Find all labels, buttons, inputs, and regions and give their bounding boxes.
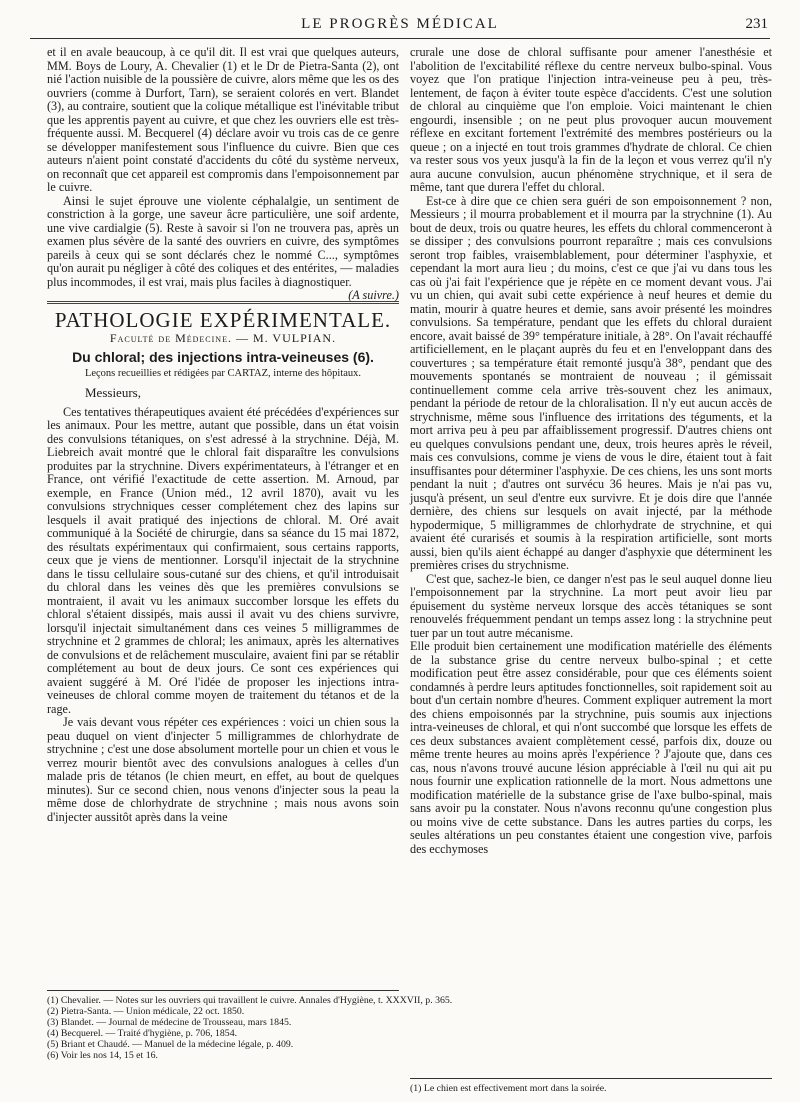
left-column (47, 46, 399, 824)
footnote: (3) Blandet. — Journal de médecine de Trousseau, mars 1845. (47, 1017, 292, 1028)
continuation-note: (A suivre.) (348, 288, 399, 302)
paragraph: crurale une dose de chloral suffisante pour amener l'anesthésie et l'abolition de l'excitabilité réflexe du centre nerveux bulbo-spinal. Vous voyez que l'on pratique l'injection intra-veineuse peu à peu, très-lentement, de façon à éviter toute espèce d'accidents. C'est une solution de chloral au cinquième que l'on emploie. Voici maintenant le chien engourdi, insensible ; on ne peut plus provoquer aucun mouvement réflexe en excitant fortement l'extrémité des membres postérieurs ou la queue ; on a injecté en tout trois grammes d'hydrate de chloral. Ce chien va rester sous vos yeux jusqu'à la fin de la leçon et vous verrez qu'il n'y aura aucune convulsion, aucun phénomène strychnique, et il sera de même, tant que durera l'effet du chloral. (410, 45, 772, 194)
footnote: (1) Chevalier. — Notes sur les ouvriers qui travaillent le cuivre. Annales d'Hygiène, t. XXXVII, p. 365. (47, 995, 453, 1006)
right-column (410, 46, 772, 856)
faculty-line: Faculté de Médecine. — M. VULPIAN. (109, 330, 337, 345)
lecture-credit: Leçons recueillies et rédigées par CARTAZ, interne des hôpitaux. (84, 367, 362, 379)
paragraph: et il en avale beaucoup, à ce qu'il dit. Il est vrai que quelques auteurs, MM. Boys de Loury, A. Chevalier (1) et le Dr de Pietra-Santa (2), ont nié l'action nuisible de la poussière de cuivre, alors même que les os des ouvriers (comme à Durfort, Tarn), se seraient colorés en vert. Blandet (3), au contraire, soutient que la colique métallique est l'inévitable tribut que les apprentis payent au cuivre, et que chez les ouvriers elle est très-fréquente aussi. M. Becquerel (4) déclare avoir vu trois cas de ce genre se développer manifestement sous l'influence du cuivre. Bien que ces auteurs n'aient point constaté d'accidents du côté du système nerveux, on reconnaît que cet appareil est compromis dans l'empoisonnement par le cuivre. (47, 45, 399, 194)
footnote: (6) Voir les nos 14, 15 et 16. (47, 1050, 158, 1061)
paragraph: C'est que, sachez-le bien, ce danger n'est pas le seul auquel donne lieu l'empoisonnement par la strychnine. La mort peut avoir lieu par épuisement du système nerveux lorsque des accès tétaniques se sont renouvelés fréquemment pendant un temps assez long : la strychnine peut tuer par un tout autre mécanisme. (410, 571, 772, 640)
right-footnotes (410, 1078, 772, 1094)
section-heading: PATHOLOGIE EXPÉRIMENTALE. (47, 301, 399, 328)
footnote: (4) Becquerel. — Traité d'hygiène, p. 706, 1854. (47, 1028, 238, 1039)
page-number: 231 (745, 16, 768, 32)
running-header (30, 14, 770, 39)
footnote: (2) Pietra-Santa. — Union médicale, 22 oct. 1850. (47, 1006, 245, 1017)
paragraph: Elle produit bien certainement une modification matérielle des éléments de la substance grise du centre nerveux bulbo-spinal ; et cette modification peut être assez considérable, pour que ces éléments soient condamnés à perdre leurs aptitudes fonctionnelles, soit rapidement soit au bout d'un certain nombre d'heures. Comment expliquer autrement la mort des chiens empoisonnés par la strychnine, puis soumis aux injections intra-veineuses de chloral, et qui n'ont succombé que lorsque les effets de ces deux substances avaient complètement cessé, parfois dix, douze ou même trente heures au moins après l'expérience ? J'ajoute que, dans ces cas, nous n'avons trouvé aucune lésion appréciable à l'œil nu qui ait pu nous fournir une explication rationnelle de la mort. Nous admettons une modification matérielle de la substance grise de l'axe bulbo-spinal, mais sans avoir pu la constater. Nous n'avons reconnu qu'une congestion plus ou moins vive de cette substance. Dans les autres parties du corps, les seules altérations un peu constantes étaient une congestion vive, parfois des ecchymoses (410, 639, 772, 856)
paragraph (47, 193, 399, 302)
salutation: Messieurs, (85, 385, 141, 400)
footnote: (5) Briant et Chaudé. — Manuel de la médecine légale, p. 409. (47, 1039, 294, 1050)
lecture-title: Du chloral; des injections intra-veineuses (6). (72, 349, 374, 365)
journal-title: LE PROGRÈS MÉDICAL (301, 16, 499, 32)
paragraph-text: Ainsi le sujet éprouve une violente céphalalgie, un sentiment de constriction à la gorge, une saveur âcre particulière, une soif ardente, une vive cardialgie (5). Reste à savoir si l'on ne trouvera pas, après un examen plus sévère de la santé des ouvriers en cuivre, des symptômes pareils à ceux qui se sont déclarés chez le nommé C..., symptômes qu'on aurait pu négliger à côté des coliques et des entérites, — maladies plus incommodes, il est vrai, mais plus faciles à diagnostiquer. (47, 193, 399, 289)
paragraph: Je vais devant vous répéter ces expériences : voici un chien sous la peau duquel on vient d'injecter 5 milligrammes de chlorhydrate de strychnine ; c'est une dose absolument mortelle pour un chien et vous le verrez mourir bientôt avec des convulsions analogues à celles d'un malade pris de tétanos (le chien meurt, en effet, au bout de quelques minutes). Sur ce second chien, nous venons d'injecter sous la peau la même dose de chlorhydrate de strychnine ; mais nous avons soin d'injecter aussitôt après dans la veine (47, 715, 399, 824)
left-footnotes (47, 990, 453, 1061)
paragraph: Ces tentatives thérapeutiques avaient été précédées d'expériences sur les animaux. Pour les mettre, autant que possible, dans un état voisin des convulsions tétaniques, on s'est adressé à la strychnine. Déjà, M. Liebreich avait montré que le chloral fait disparaître les convulsions produites par la strychnine. Divers expérimentateurs, à l'étranger et en France, ont vérifié l'exactitude de cette assertion. M. Arnoud, par exemple, en France (Union méd., 12 avril 1870), avait vu les convulsions strychniques cesser complétement chez des lapins sur lesquels il avait pratiqué des injections de chloral. M. Oré avait communiqué à la Société de chirurgie, dans sa séance du 15 mai 1872, des résultats expérimentaux qui confirmaient, sous certains rapports, ceux que je viens de mentionner. Lorsqu'il injectait de la strychnine dans le tissu cellulaire sous-cutané sur des chiens, et qu'il introduisait du chloral dans les veines dès que les premières convulsions se montraient, il avait vu les animaux succomber lorsque les effets du chloral s'étaient dissipés, mais aussi il avait vu des chiens survivre, lorsqu'il injectait simultanément dans ces veines 5 milligrammes de strychnine et 2 grammes de chloral; les animaux, après les alternatives de convulsions et de relâchement musculaire, avaient fini par se rétablir complétement au bout de deux jours. Ce sont ces expériences qui avaient suggéré à M. Oré l'idée de proposer les injections intra-veineuses de chloral comme moyen de traitement du tétanos et de la rage. (47, 404, 399, 716)
paragraph: Est-ce à dire que ce chien sera guéri de son empoisonnement ? non, Messieurs ; il mourra probablement et il mourra par la strychnine (1). Au bout de deux, trois ou quatre heures, les effets du chloral commenceront à se dissiper ; des convulsions pourront reparaître ; mais ces convulsions seront trop faibles, vraisemblablement, pour déterminer l'asphyxie, et cependant la mort aura lieu ; du moins, c'est ce que j'ai vu dans tous les cas où j'ai fait l'expérience que je répète en ce moment devant vous. J'ai vu un chien, qui avait subi cette expérience à neuf heures et demie du matin, mourir à quatre heures et demie, sans avoir présenté les moindres convulsions. Sa température, pendant que les effets du chloral duraient encore, avait baissé de 39° température initiale, à 28°. On l'avait réchauffé artificiellement, en le plaçant auprès du feu et en l'enveloppant dans des couvertures ; sa température était remonté jusqu'à 38°, pendant que des mouvements spontanés se montraient de nouveau ; il gémissait continuellement comme cela arrive très-souvent chez les animaux, pendant la période de retour de la chloralisation. Il n'y eut aucun accès de strychnisme, même sous l'influence des irritations des téguments, et la mort arriva peu à peu par affaiblissement progressif. D'autres chiens ont eu quelques convulsions pendant une, deux, trois heures après le réveil, mais ces convulsions, comme je viens de vous le dire, étaient tout à fait insuffisantes pour déterminer l'asphyxie. De ces chiens, les uns sont morts pendant la nuit ; d'autres ont survécu 36 heures. Mais je n'ai pas vu, jusqu'à présent, un seul d'entre eux survivre. Et je dois dire que l'année dernière, des chiens sur lesquels on avait injecté, par la méthode hypodermique, 5 milligrammes de chlorhydrate de strychnine, et qui avaient été curarisés et soumis à la respiration artificielle, sont morts aussi, bien qu'ils aient échappé au danger d'asphyxie que déterminent les premières crises du strychnisme. (410, 193, 772, 572)
footnote: (1) Le chien est effectivement mort dans la soirée. (410, 1083, 607, 1094)
